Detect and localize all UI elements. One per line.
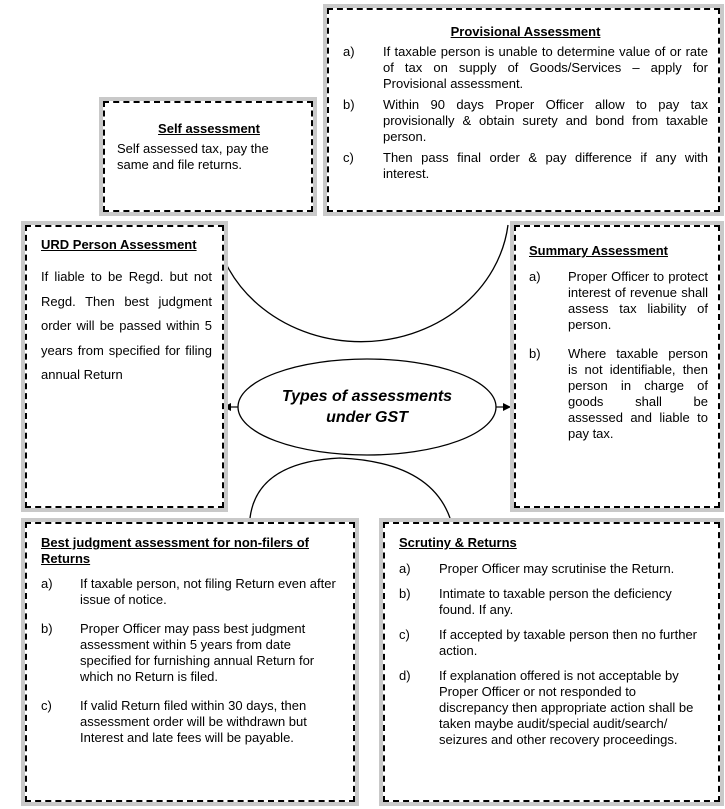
item-marker: c) — [41, 698, 52, 713]
list-item — [343, 150, 708, 182]
bottom-connector-arc — [250, 458, 450, 518]
item-text: If accepted by taxable person then no further action. — [439, 627, 698, 658]
urd-person-assessment-title: URD Person Assessment — [41, 237, 197, 252]
item-text: Proper Officer to protect interest of revenue shall assess tax liability of person. — [568, 269, 708, 332]
list-item — [41, 576, 343, 608]
item-text: If taxable person, not filing Return even after issue of notice. — [80, 576, 336, 607]
item-text: Proper Officer may scrutinise the Return. — [439, 561, 675, 576]
item-marker: c) — [343, 150, 354, 165]
item-text: Within 90 days Proper Officer allow to pay tax provisionally & obtain surety and bond from taxable person. — [383, 97, 708, 144]
best-judgment-assessment-title: Best judgment assessment for non-filers of Returns — [41, 535, 309, 566]
scrutiny-returns-box — [383, 522, 720, 802]
item-marker: b) — [529, 346, 541, 361]
item-text: If taxable person is unable to determine value of or rate of tax on supply of Goods/Services – apply for Provisional assessment. — [383, 44, 708, 91]
item-text: Proper Officer may pass best judgment assessment within 5 years from date specified for furnishing annual Return for which no Return is filed. — [80, 621, 315, 684]
scrutiny-returns-title: Scrutiny & Returns — [399, 535, 517, 550]
center-title-line1: Types of assessments — [281, 388, 453, 405]
center-title-line2: under GST — [326, 409, 408, 426]
item-text: Then pass final order & pay difference if any with interest. — [383, 150, 708, 181]
scrutiny-returns-list — [399, 561, 708, 748]
item-text: If valid Return filed within 30 days, then assessment order will be withdrawn but Interest and late fees will be payable. — [80, 698, 307, 745]
list-item — [529, 269, 708, 333]
list-item — [399, 668, 708, 748]
self-assessment-box — [103, 101, 313, 212]
best-judgment-assessment-list — [41, 576, 343, 746]
provisional-assessment-title: Provisional Assessment — [450, 24, 601, 39]
item-marker: c) — [399, 627, 410, 642]
self-assessment-text: Self assessed tax, pay the same and file returns. — [117, 141, 269, 172]
urd-person-assessment-text: If liable to be Regd. but not Regd. Then best judgment order will be passed within 5 years from specified for filing annual Return — [41, 269, 212, 382]
summary-assessment-box — [514, 225, 720, 508]
provisional-assessment-list — [343, 44, 708, 182]
top-connector-arc — [214, 225, 508, 342]
list-item — [399, 627, 708, 659]
provisional-assessment-box — [327, 8, 720, 212]
item-text: Intimate to taxable person the deficiency found. If any. — [439, 586, 672, 617]
item-marker: a) — [529, 269, 541, 284]
self-assessment-title: Self assessment — [158, 121, 260, 136]
summary-assessment-list — [529, 269, 708, 442]
list-item — [343, 44, 708, 92]
best-judgment-assessment-box — [25, 522, 355, 802]
list-item — [399, 561, 708, 577]
list-item — [41, 621, 343, 685]
item-marker: b) — [399, 586, 411, 601]
item-marker: a) — [399, 561, 411, 576]
item-text: If explanation offered is not acceptable by Proper Officer or not responded to discrepancy then appropriate action shall be taken maybe audit/special audit/search/ seizures and other recovery proceedings. — [439, 668, 694, 747]
list-item — [399, 586, 708, 618]
item-marker: a) — [343, 44, 355, 59]
summary-assessment-title: Summary Assessment — [529, 243, 668, 258]
item-marker: b) — [343, 97, 355, 112]
list-item — [343, 97, 708, 145]
list-item — [41, 698, 343, 746]
item-text: Where taxable person is not identifiable, then person in charge of goods shall be assessed and liable to pay tax. — [568, 346, 708, 441]
list-item — [529, 346, 708, 442]
item-marker: d) — [399, 668, 411, 683]
center-title — [262, 386, 472, 428]
urd-person-assessment-box — [25, 225, 224, 508]
item-marker: b) — [41, 621, 53, 636]
item-marker: a) — [41, 576, 53, 591]
